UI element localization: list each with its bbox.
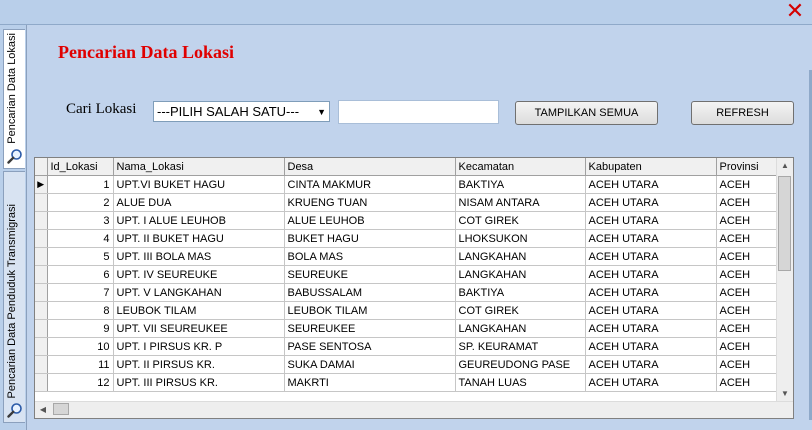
table-cell[interactable]: 5 (47, 248, 113, 266)
table-cell[interactable]: SEUREUKE (284, 266, 455, 284)
column-header[interactable]: Id_Lokasi (47, 158, 113, 176)
table-row[interactable] (35, 230, 776, 248)
table-cell[interactable]: ACEH UTARA (585, 176, 716, 194)
table-row[interactable] (35, 374, 776, 392)
table-row[interactable] (35, 284, 776, 302)
header-row (35, 158, 776, 176)
table-cell[interactable]: LANGKAHAN (455, 266, 585, 284)
table-cell[interactable]: UPT. I PIRSUS KR. P (113, 338, 284, 356)
table-cell[interactable]: UPT.VI BUKET HAGU (113, 176, 284, 194)
tab-label: Pencarian Data Lokasi (6, 33, 18, 144)
table-cell[interactable]: 9 (47, 320, 113, 338)
table-cell[interactable]: BAKTIYA (455, 284, 585, 302)
data-grid[interactable] (34, 157, 794, 419)
table-cell[interactable]: ACEH (716, 284, 776, 302)
table-cell[interactable]: BAKTIYA (455, 176, 585, 194)
column-header[interactable]: Kecamatan (455, 158, 585, 176)
table-cell[interactable]: ACEH UTARA (585, 302, 716, 320)
table-cell[interactable]: ALUE LEUHOB (284, 212, 455, 230)
table-cell[interactable]: 7 (47, 284, 113, 302)
scroll-up-icon[interactable]: ▲ (781, 161, 789, 170)
table-cell[interactable]: UPT. II PIRSUS KR. (113, 356, 284, 374)
table-cell[interactable]: UPT. II BUKET HAGU (113, 230, 284, 248)
column-header[interactable]: Provinsi (716, 158, 776, 176)
close-icon[interactable]: ✕ (785, 0, 805, 24)
table-cell[interactable]: ACEH (716, 302, 776, 320)
table-cell[interactable]: 8 (47, 302, 113, 320)
magnifier-icon (7, 402, 23, 418)
table-cell[interactable]: LHOKSUKON (455, 230, 585, 248)
row-selector[interactable] (35, 284, 47, 302)
table-cell[interactable]: BABUSSALAM (284, 284, 455, 302)
table-cell[interactable]: CINTA MAKMUR (284, 176, 455, 194)
table-cell[interactable]: ACEH UTARA (585, 284, 716, 302)
tab-pencarian-data-penduduk[interactable] (3, 171, 25, 423)
horizontal-scrollbar[interactable] (35, 401, 793, 418)
table-cell[interactable]: LEUBOK TILAM (284, 302, 455, 320)
table-row[interactable] (35, 302, 776, 320)
scroll-down-icon[interactable]: ▼ (781, 389, 789, 398)
table-row[interactable] (35, 356, 776, 374)
table-cell[interactable]: ACEH UTARA (585, 320, 716, 338)
table-cell[interactable]: ACEH UTARA (585, 248, 716, 266)
table-row[interactable] (35, 248, 776, 266)
table-cell[interactable]: MAKRTI (284, 374, 455, 392)
search-label: Cari Lokasi (66, 101, 137, 117)
table-cell[interactable]: ACEH (716, 266, 776, 284)
table-cell[interactable]: BOLA MAS (284, 248, 455, 266)
table-cell[interactable]: 12 (47, 374, 113, 392)
table-cell[interactable]: ACEH (716, 176, 776, 194)
table-row[interactable] (35, 212, 776, 230)
table-cell[interactable]: 2 (47, 194, 113, 212)
scroll-thumb[interactable] (53, 403, 69, 415)
row-selector[interactable] (35, 194, 47, 212)
scroll-left-icon[interactable]: ◀ (39, 405, 47, 414)
table-cell[interactable]: SUKA DAMAI (284, 356, 455, 374)
table-cell[interactable]: UPT. IV SEUREUKE (113, 266, 284, 284)
chevron-down-icon: ▼ (317, 107, 326, 117)
search-input[interactable] (338, 100, 499, 124)
table-cell[interactable]: ACEH UTARA (585, 230, 716, 248)
table-cell[interactable]: ALUE DUA (113, 194, 284, 212)
row-selector[interactable] (35, 230, 47, 248)
tab-label: Pencarian Data Penduduk Transmigrasi (6, 203, 18, 398)
row-selector[interactable] (35, 266, 47, 284)
page-title: Pencarian Data Lokasi (58, 42, 235, 62)
table-cell[interactable]: PASE SENTOSA (284, 338, 455, 356)
table-cell[interactable]: NISAM ANTARA (455, 194, 585, 212)
table-cell[interactable]: COT GIREK (455, 212, 585, 230)
table-row[interactable] (35, 176, 776, 194)
scroll-thumb[interactable] (778, 176, 791, 271)
row-selector[interactable] (35, 302, 47, 320)
table-cell[interactable]: ACEH (716, 338, 776, 356)
table-cell[interactable]: ACEH (716, 248, 776, 266)
table-row[interactable] (35, 194, 776, 212)
column-header[interactable]: Desa (284, 158, 455, 176)
table-cell[interactable]: 3 (47, 212, 113, 230)
table-cell[interactable]: ACEH UTARA (585, 374, 716, 392)
table-cell[interactable]: ACEH (716, 194, 776, 212)
location-select[interactable] (153, 101, 330, 122)
table-cell[interactable]: KRUENG TUAN (284, 194, 455, 212)
table-cell[interactable]: 1 (47, 176, 113, 194)
table-cell[interactable]: LANGKAHAN (455, 248, 585, 266)
grid-table (35, 158, 777, 392)
table-cell[interactable]: ACEH UTARA (585, 212, 716, 230)
table-cell[interactable]: 4 (47, 230, 113, 248)
column-header[interactable]: Nama_Lokasi (113, 158, 284, 176)
table-cell[interactable]: BUKET HAGU (284, 230, 455, 248)
table-cell[interactable]: ACEH (716, 356, 776, 374)
magnifier-icon (7, 148, 23, 164)
row-selector[interactable] (35, 320, 47, 338)
table-row[interactable] (35, 338, 776, 356)
table-cell[interactable]: UPT. III PIRSUS KR. (113, 374, 284, 392)
table-cell[interactable]: UPT. VII SEUREUKEE (113, 320, 284, 338)
row-selector[interactable] (35, 356, 47, 374)
table-cell[interactable]: ACEH (716, 374, 776, 392)
tab-pencarian-data-lokasi[interactable] (3, 29, 25, 169)
table-cell[interactable]: ACEH UTARA (585, 338, 716, 356)
column-header[interactable]: Kabupaten (585, 158, 716, 176)
table-cell[interactable]: UPT. III BOLA MAS (113, 248, 284, 266)
table-cell[interactable]: ACEH (716, 230, 776, 248)
table-cell[interactable]: UPT. V LANGKAHAN (113, 284, 284, 302)
table-cell[interactable]: SP. KEURAMAT (455, 338, 585, 356)
table-cell[interactable]: ACEH UTARA (585, 266, 716, 284)
table-cell[interactable]: ACEH (716, 212, 776, 230)
table-cell[interactable]: TANAH LUAS (455, 374, 585, 392)
select-value: ---PILIH SALAH SATU--- (157, 104, 300, 119)
row-header-corner (35, 158, 47, 176)
table-cell[interactable]: 11 (47, 356, 113, 374)
row-selector[interactable] (35, 374, 47, 392)
show-all-button[interactable]: TAMPILKAN SEMUA (515, 101, 658, 125)
table-cell[interactable]: ACEH UTARA (585, 356, 716, 374)
table-cell[interactable]: LANGKAHAN (455, 320, 585, 338)
row-selector[interactable]: ▶ (35, 176, 47, 194)
vertical-scrollbar[interactable] (776, 158, 793, 402)
tab-strip (0, 25, 28, 430)
table-cell[interactable]: LEUBOK TILAM (113, 302, 284, 320)
row-selector[interactable] (35, 338, 47, 356)
table-cell[interactable]: ACEH UTARA (585, 194, 716, 212)
refresh-button[interactable]: REFRESH (691, 101, 794, 125)
table-cell[interactable]: 6 (47, 266, 113, 284)
table-cell[interactable]: 10 (47, 338, 113, 356)
table-cell[interactable]: GEUREUDONG PASE (455, 356, 585, 374)
table-row[interactable] (35, 320, 776, 338)
row-selector[interactable] (35, 212, 47, 230)
table-cell[interactable]: ACEH (716, 320, 776, 338)
table-row[interactable] (35, 266, 776, 284)
scrollbar-corner (777, 402, 793, 418)
table-cell[interactable]: SEUREUKEE (284, 320, 455, 338)
table-cell[interactable]: UPT. I ALUE LEUHOB (113, 212, 284, 230)
row-selector[interactable] (35, 248, 47, 266)
table-cell[interactable]: COT GIREK (455, 302, 585, 320)
